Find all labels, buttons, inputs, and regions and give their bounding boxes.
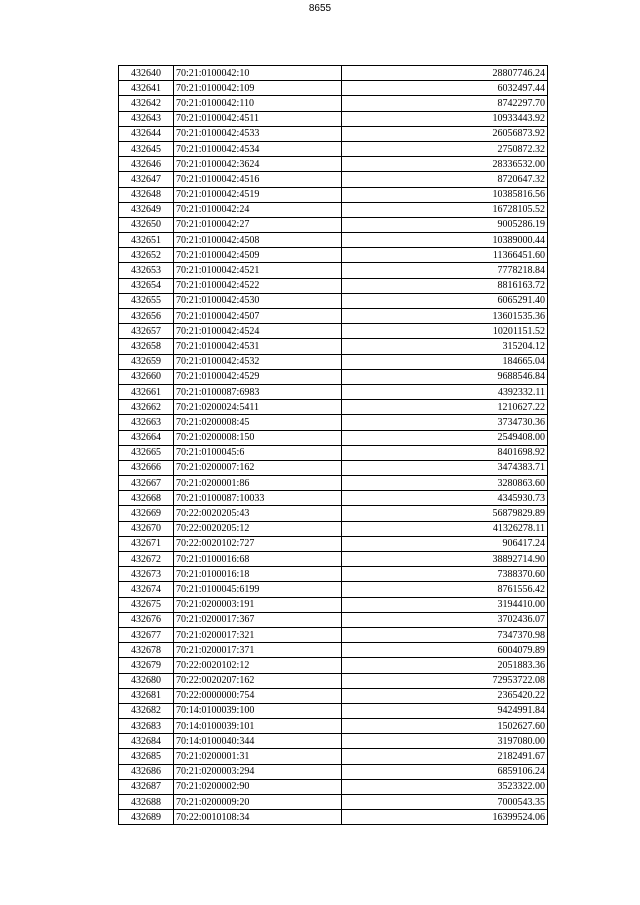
table-row bbox=[119, 278, 548, 293]
row-number: 432673 bbox=[119, 567, 174, 582]
cadastral-value: 56879829.89 bbox=[342, 506, 548, 521]
table-row bbox=[119, 795, 548, 810]
cadastral-number: 70:21:0100042:4531 bbox=[174, 339, 342, 354]
cadastral-number: 70:21:0100045:6 bbox=[174, 445, 342, 460]
cadastral-number: 70:21:0100042:4507 bbox=[174, 309, 342, 324]
cadastral-number: 70:21:0100016:18 bbox=[174, 567, 342, 582]
table-row bbox=[119, 719, 548, 734]
row-number: 432680 bbox=[119, 673, 174, 688]
cadastral-value: 3474383.71 bbox=[342, 460, 548, 475]
cadastral-number: 70:21:0100045:6199 bbox=[174, 582, 342, 597]
cadastral-number: 70:21:0100042:110 bbox=[174, 96, 342, 111]
cadastral-number: 70:21:0100042:4522 bbox=[174, 278, 342, 293]
cadastral-number: 70:21:0200024:5411 bbox=[174, 400, 342, 415]
table-row bbox=[119, 430, 548, 445]
cadastral-value: 10389000.44 bbox=[342, 233, 548, 248]
row-number: 432665 bbox=[119, 445, 174, 460]
table-row bbox=[119, 734, 548, 749]
table-row bbox=[119, 248, 548, 263]
table-row bbox=[119, 764, 548, 779]
row-number: 432663 bbox=[119, 415, 174, 430]
cadastral-number: 70:21:0100042:4509 bbox=[174, 248, 342, 263]
row-number: 432679 bbox=[119, 658, 174, 673]
table-row bbox=[119, 354, 548, 369]
cadastral-number: 70:22:0020205:12 bbox=[174, 521, 342, 536]
cadastral-number: 70:21:0100087:10033 bbox=[174, 491, 342, 506]
row-number: 432668 bbox=[119, 491, 174, 506]
cadastral-value: 1210627.22 bbox=[342, 400, 548, 415]
cadastral-number: 70:21:0100016:68 bbox=[174, 552, 342, 567]
table-row bbox=[119, 779, 548, 794]
table-row bbox=[119, 460, 548, 475]
table-row bbox=[119, 567, 548, 582]
table-row bbox=[119, 384, 548, 399]
row-number: 432655 bbox=[119, 293, 174, 308]
row-number: 432650 bbox=[119, 217, 174, 232]
cadastral-value: 38892714.90 bbox=[342, 552, 548, 567]
cadastral-value: 3734730.36 bbox=[342, 415, 548, 430]
cadastral-value: 2750872.32 bbox=[342, 141, 548, 156]
cadastral-value: 13601535.36 bbox=[342, 309, 548, 324]
table-row bbox=[119, 172, 548, 187]
table-row bbox=[119, 536, 548, 551]
cadastral-number: 70:21:0100042:4533 bbox=[174, 126, 342, 141]
cadastral-number: 70:22:0020102:12 bbox=[174, 658, 342, 673]
cadastral-value: 3702436.07 bbox=[342, 612, 548, 627]
cadastral-number: 70:21:0100042:4529 bbox=[174, 369, 342, 384]
table-row bbox=[119, 491, 548, 506]
row-number: 432657 bbox=[119, 324, 174, 339]
table-row bbox=[119, 233, 548, 248]
row-number: 432682 bbox=[119, 703, 174, 718]
row-number: 432648 bbox=[119, 187, 174, 202]
cadastral-value: 9424991.84 bbox=[342, 703, 548, 718]
cadastral-number: 70:22:0000000:754 bbox=[174, 688, 342, 703]
cadastral-value: 3280863.60 bbox=[342, 476, 548, 491]
cadastral-value: 7778218.84 bbox=[342, 263, 548, 278]
table-row bbox=[119, 552, 548, 567]
cadastral-value: 16728105.52 bbox=[342, 202, 548, 217]
table-row bbox=[119, 96, 548, 111]
cadastral-value: 28336532.00 bbox=[342, 157, 548, 172]
table-row bbox=[119, 369, 548, 384]
row-number: 432658 bbox=[119, 339, 174, 354]
cadastral-value: 10201151.52 bbox=[342, 324, 548, 339]
cadastral-value: 906417.24 bbox=[342, 536, 548, 551]
table-row bbox=[119, 643, 548, 658]
row-number: 432643 bbox=[119, 111, 174, 126]
row-number: 432685 bbox=[119, 749, 174, 764]
cadastral-number: 70:21:0200009:20 bbox=[174, 795, 342, 810]
table-row bbox=[119, 658, 548, 673]
table-row bbox=[119, 582, 548, 597]
table-row bbox=[119, 521, 548, 536]
cadastral-value: 8720647.32 bbox=[342, 172, 548, 187]
row-number: 432664 bbox=[119, 430, 174, 445]
row-number: 432674 bbox=[119, 582, 174, 597]
cadastral-number: 70:21:0200001:31 bbox=[174, 749, 342, 764]
cadastral-value: 7000543.35 bbox=[342, 795, 548, 810]
table-row bbox=[119, 703, 548, 718]
cadastral-value: 1502627.60 bbox=[342, 719, 548, 734]
cadastral-number: 70:21:0100042:4516 bbox=[174, 172, 342, 187]
cadastral-number: 70:21:0100042:4511 bbox=[174, 111, 342, 126]
cadastral-number: 70:21:0100042:10 bbox=[174, 66, 342, 81]
row-number: 432659 bbox=[119, 354, 174, 369]
cadastral-number: 70:21:0100042:4508 bbox=[174, 233, 342, 248]
table-row bbox=[119, 673, 548, 688]
row-number: 432647 bbox=[119, 172, 174, 187]
cadastral-number: 70:21:0200001:86 bbox=[174, 476, 342, 491]
row-number: 432649 bbox=[119, 202, 174, 217]
row-number: 432662 bbox=[119, 400, 174, 415]
cadastral-number: 70:21:0200008:45 bbox=[174, 415, 342, 430]
table-row bbox=[119, 141, 548, 156]
row-number: 432675 bbox=[119, 597, 174, 612]
table-body bbox=[119, 66, 548, 825]
row-number: 432681 bbox=[119, 688, 174, 703]
table-row bbox=[119, 400, 548, 415]
row-number: 432641 bbox=[119, 81, 174, 96]
cadastral-value: 9005286.19 bbox=[342, 217, 548, 232]
cadastral-value: 7388370.60 bbox=[342, 567, 548, 582]
row-number: 432684 bbox=[119, 734, 174, 749]
cadastral-number: 70:21:0200003:294 bbox=[174, 764, 342, 779]
row-number: 432644 bbox=[119, 126, 174, 141]
cadastral-number: 70:22:0010108:34 bbox=[174, 810, 342, 825]
cadastral-value: 6004079.89 bbox=[342, 643, 548, 658]
cadastral-number: 70:22:0020207:162 bbox=[174, 673, 342, 688]
row-number: 432661 bbox=[119, 384, 174, 399]
table-row bbox=[119, 157, 548, 172]
row-number: 432669 bbox=[119, 506, 174, 521]
row-number: 432676 bbox=[119, 612, 174, 627]
cadastral-value: 8761556.42 bbox=[342, 582, 548, 597]
cadastral-value: 16399524.06 bbox=[342, 810, 548, 825]
table-row bbox=[119, 111, 548, 126]
cadastral-number: 70:21:0100042:109 bbox=[174, 81, 342, 96]
row-number: 432686 bbox=[119, 764, 174, 779]
row-number: 432654 bbox=[119, 278, 174, 293]
cadastral-value: 8401698.92 bbox=[342, 445, 548, 460]
cadastral-number: 70:21:0100042:4524 bbox=[174, 324, 342, 339]
cadastral-value: 3194410.00 bbox=[342, 597, 548, 612]
cadastral-number: 70:21:0200017:371 bbox=[174, 643, 342, 658]
cadastral-value: 11366451.60 bbox=[342, 248, 548, 263]
row-number: 432666 bbox=[119, 460, 174, 475]
cadastral-number: 70:14:0100039:101 bbox=[174, 719, 342, 734]
table-row bbox=[119, 749, 548, 764]
cadastral-value: 28807746.24 bbox=[342, 66, 548, 81]
row-number: 432687 bbox=[119, 779, 174, 794]
cadastral-number: 70:21:0100087:6983 bbox=[174, 384, 342, 399]
table-row bbox=[119, 415, 548, 430]
table-row bbox=[119, 810, 548, 825]
table-row bbox=[119, 66, 548, 81]
cadastral-number: 70:21:0200002:90 bbox=[174, 779, 342, 794]
cadastral-value: 315204.12 bbox=[342, 339, 548, 354]
cadastral-number: 70:22:0020205:43 bbox=[174, 506, 342, 521]
cadastral-number: 70:21:0100042:4521 bbox=[174, 263, 342, 278]
cadastral-value: 26056873.92 bbox=[342, 126, 548, 141]
cadastral-number: 70:21:0200003:191 bbox=[174, 597, 342, 612]
table-row bbox=[119, 324, 548, 339]
cadastral-number: 70:21:0100042:27 bbox=[174, 217, 342, 232]
row-number: 432683 bbox=[119, 719, 174, 734]
table-row bbox=[119, 506, 548, 521]
table-row bbox=[119, 597, 548, 612]
cadastral-value: 72953722.08 bbox=[342, 673, 548, 688]
cadastral-number: 70:21:0100042:4534 bbox=[174, 141, 342, 156]
cadastral-value: 7347370.98 bbox=[342, 627, 548, 642]
table-row bbox=[119, 187, 548, 202]
table-row bbox=[119, 293, 548, 308]
cadastral-value-table bbox=[118, 65, 548, 825]
row-number: 432651 bbox=[119, 233, 174, 248]
row-number: 432646 bbox=[119, 157, 174, 172]
table-row bbox=[119, 627, 548, 642]
cadastral-number: 70:21:0200008:150 bbox=[174, 430, 342, 445]
cadastral-value: 184665.04 bbox=[342, 354, 548, 369]
cadastral-number: 70:22:0020102:727 bbox=[174, 536, 342, 551]
table-row bbox=[119, 339, 548, 354]
table-row bbox=[119, 217, 548, 232]
row-number: 432645 bbox=[119, 141, 174, 156]
row-number: 432640 bbox=[119, 66, 174, 81]
cadastral-number: 70:14:0100040:344 bbox=[174, 734, 342, 749]
table-row bbox=[119, 309, 548, 324]
table-row bbox=[119, 688, 548, 703]
cadastral-value: 10933443.92 bbox=[342, 111, 548, 126]
cadastral-value: 2549408.00 bbox=[342, 430, 548, 445]
table-row bbox=[119, 445, 548, 460]
table-row bbox=[119, 612, 548, 627]
cadastral-value: 3197080.00 bbox=[342, 734, 548, 749]
cadastral-value: 4392332.11 bbox=[342, 384, 548, 399]
row-number: 432660 bbox=[119, 369, 174, 384]
table-row bbox=[119, 263, 548, 278]
table-row bbox=[119, 476, 548, 491]
cadastral-value: 2365420.22 bbox=[342, 688, 548, 703]
cadastral-value: 6032497.44 bbox=[342, 81, 548, 96]
cadastral-value: 2182491.67 bbox=[342, 749, 548, 764]
row-number: 432667 bbox=[119, 476, 174, 491]
cadastral-value: 3523322.00 bbox=[342, 779, 548, 794]
cadastral-value: 41326278.11 bbox=[342, 521, 548, 536]
row-number: 432652 bbox=[119, 248, 174, 263]
page-number: 8655 bbox=[308, 3, 332, 14]
row-number: 432672 bbox=[119, 552, 174, 567]
row-number: 432671 bbox=[119, 536, 174, 551]
table-row bbox=[119, 202, 548, 217]
cadastral-number: 70:14:0100039:100 bbox=[174, 703, 342, 718]
row-number: 432689 bbox=[119, 810, 174, 825]
cadastral-number: 70:21:0200017:321 bbox=[174, 627, 342, 642]
row-number: 432656 bbox=[119, 309, 174, 324]
cadastral-value: 4345930.73 bbox=[342, 491, 548, 506]
table-row bbox=[119, 81, 548, 96]
cadastral-number: 70:21:0100042:4519 bbox=[174, 187, 342, 202]
row-number: 432678 bbox=[119, 643, 174, 658]
cadastral-value: 6859106.24 bbox=[342, 764, 548, 779]
cadastral-value: 8742297.70 bbox=[342, 96, 548, 111]
table-row bbox=[119, 126, 548, 141]
row-number: 432653 bbox=[119, 263, 174, 278]
cadastral-value: 6065291.40 bbox=[342, 293, 548, 308]
row-number: 432670 bbox=[119, 521, 174, 536]
cadastral-number: 70:21:0100042:4530 bbox=[174, 293, 342, 308]
row-number: 432688 bbox=[119, 795, 174, 810]
cadastral-value: 9688546.84 bbox=[342, 369, 548, 384]
row-number: 432642 bbox=[119, 96, 174, 111]
cadastral-number: 70:21:0100042:3624 bbox=[174, 157, 342, 172]
cadastral-value: 2051883.36 bbox=[342, 658, 548, 673]
cadastral-value: 8816163.72 bbox=[342, 278, 548, 293]
row-number: 432677 bbox=[119, 627, 174, 642]
cadastral-number: 70:21:0100042:24 bbox=[174, 202, 342, 217]
cadastral-number: 70:21:0200017:367 bbox=[174, 612, 342, 627]
cadastral-number: 70:21:0200007:162 bbox=[174, 460, 342, 475]
cadastral-number: 70:21:0100042:4532 bbox=[174, 354, 342, 369]
cadastral-value: 10385816.56 bbox=[342, 187, 548, 202]
